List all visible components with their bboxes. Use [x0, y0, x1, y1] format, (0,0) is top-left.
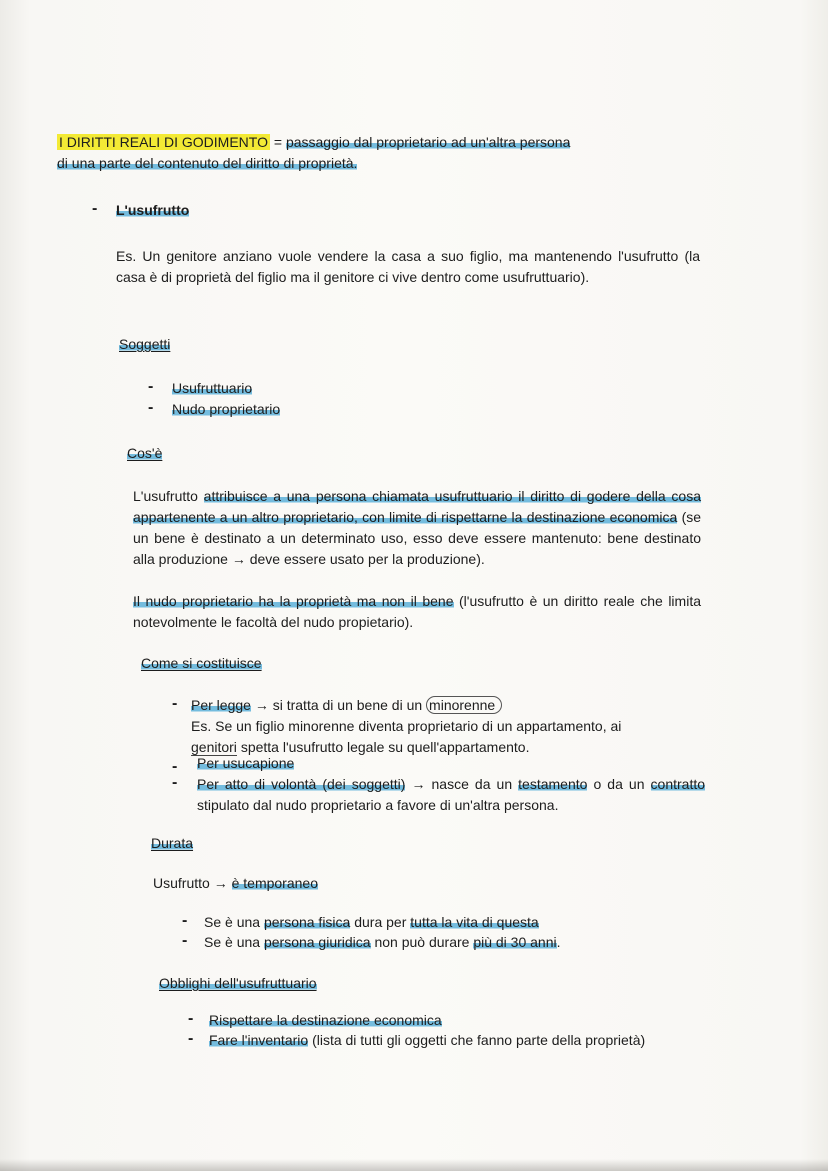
- durata-i2-hl1: persona giuridica: [263, 934, 371, 950]
- durata-line-hl: è temporaneo: [231, 875, 318, 891]
- costituisce-item-3-c: stipulato dal nudo proprietario a favore di un'altra persona.: [197, 797, 559, 813]
- durata-i2-hl2: più di 30 anni: [473, 934, 557, 950]
- durata-i1-hl2: tutta la vita di questa: [410, 914, 539, 930]
- costituisce-item-1-hl: Per legge: [191, 697, 251, 713]
- soggetti-item-2: [172, 399, 280, 420]
- soggetti-item-1: [172, 378, 252, 399]
- durata-item-1: [204, 912, 539, 933]
- obblighi-item-2: [209, 1030, 645, 1051]
- costituisce-item-1-circled: minorenne: [426, 696, 502, 714]
- cose-title: Cos'è: [127, 445, 163, 461]
- cose-paragraph-2: [133, 591, 701, 633]
- costituisce-item-3-hl: Per atto di volontà (dei soggetti): [197, 776, 406, 792]
- obblighi-heading: [159, 973, 317, 994]
- costituisce-item-3-hl3: contratto: [650, 776, 706, 792]
- durata-i1-b: dura per: [354, 914, 407, 930]
- durata-i2-a: Se è una: [204, 934, 261, 950]
- durata-item-2: [204, 932, 561, 953]
- cose-p1-highlight: attribuisce a una persona chiamata usufruttuario il diritto di godere della cosa appartenente a un altro proprietario, con limite di rispettarne la destinazione economica: [133, 488, 701, 525]
- soggetti-item-1-text: Usufruttuario: [172, 380, 253, 396]
- costituisce-title: Come si costituisce: [141, 655, 262, 671]
- durata-i1-hl1: persona fisica: [263, 914, 351, 930]
- costituisce-item-1: [191, 695, 706, 758]
- durata-line-a: Usufrutto →: [153, 875, 228, 891]
- cose-paragraph-1: [133, 486, 701, 570]
- costituisce-item-3: [197, 774, 705, 816]
- durata-i2-c: .: [556, 934, 561, 950]
- example-paragraph: Es. Un genitore anziano vuole vendere la casa a suo figlio, ma mantenendo l'usufrutto (la casa è di proprietà del figlio ma il genitore ci vive dentro come usufruttuario).: [116, 248, 700, 285]
- section-heading: [116, 200, 189, 221]
- section-bullet: -: [92, 200, 98, 217]
- cose-p2-highlight: Il nudo proprietario ha la proprietà ma non il bene: [133, 593, 454, 609]
- obblighi-title: Obblighi dell'usufruttuario: [159, 975, 317, 991]
- costituisce-item-1-ex-b-rest: spetta l'usufrutto legale su quell'appartamento.: [240, 739, 530, 755]
- costituisce-item-1-ex-a: Es. Se un figlio minorenne diventa proprietario di un appartamento, ai: [191, 718, 622, 734]
- durata-heading: [151, 833, 193, 854]
- page-bottom-edge: [0, 1159, 828, 1171]
- costituisce-item-3-a: → nasce da un: [411, 776, 513, 792]
- costituisce-item-2-hl: Per usucapione: [197, 755, 295, 771]
- obblighi-dash-2: -: [188, 1030, 194, 1047]
- obblighi-item-1: [209, 1010, 442, 1031]
- cose-heading: [127, 443, 162, 464]
- cose-p1-rest: (se un bene è destinato a un determinato uso, esso deve essere mantenuto: bene destinato alla produzione → deve essere usato per la produzione).: [133, 509, 702, 567]
- costituisce-item-1-ex-b-underlined: genitori: [191, 739, 237, 755]
- section-title: L'usufrutto: [116, 202, 190, 218]
- title-def-2: di una parte del contenuto del diritto di proprietà.: [57, 155, 358, 171]
- durata-dash-1: -: [182, 912, 188, 929]
- cose-p1-a: L'usufrutto: [133, 488, 198, 504]
- title-eq: =: [273, 134, 283, 150]
- durata-title: Durata: [151, 835, 194, 851]
- soggetti-dash-2: -: [148, 399, 154, 416]
- soggetti-item-2-text: Nudo proprietario: [172, 401, 281, 417]
- costituisce-heading: [141, 653, 262, 674]
- costituisce-item-1-a: → si tratta di un bene di un: [254, 697, 423, 713]
- durata-i1-a: Se è una: [204, 914, 261, 930]
- durata-dash-2: -: [182, 932, 188, 949]
- durata-line: [153, 873, 318, 894]
- obblighi-dash-1: -: [188, 1010, 194, 1027]
- costituisce-dash-3: -: [172, 774, 178, 791]
- obblighi-i1-hl: Rispettare la destinazione economica: [209, 1012, 442, 1028]
- obblighi-i2-hl: Fare l'inventario: [209, 1032, 309, 1048]
- title-block: [57, 132, 777, 174]
- costituisce-dash-1: -: [172, 695, 178, 712]
- cose-p2-rest: (l'usufrutto è un diritto reale che limita notevolmente le facoltà del nudo propietario).: [133, 593, 701, 630]
- title-main: I DIRITTI REALI DI GODIMENTO: [59, 134, 268, 150]
- soggetti-dash-1: -: [148, 378, 154, 395]
- costituisce-dash-2: -: [172, 758, 178, 775]
- soggetti-heading: [119, 334, 170, 355]
- obblighi-i2-rest: (lista di tutti gli oggetti che fanno parte della proprietà): [312, 1032, 646, 1048]
- costituisce-item-3-hl2: testamento: [518, 776, 588, 792]
- durata-i2-b: non può durare: [374, 934, 470, 950]
- soggetti-title: Soggetti: [119, 336, 171, 352]
- costituisce-item-2: [197, 753, 294, 774]
- title-def-1: passaggio dal proprietario ad un'altra persona: [285, 134, 571, 150]
- costituisce-item-3-b: o da un: [593, 776, 645, 792]
